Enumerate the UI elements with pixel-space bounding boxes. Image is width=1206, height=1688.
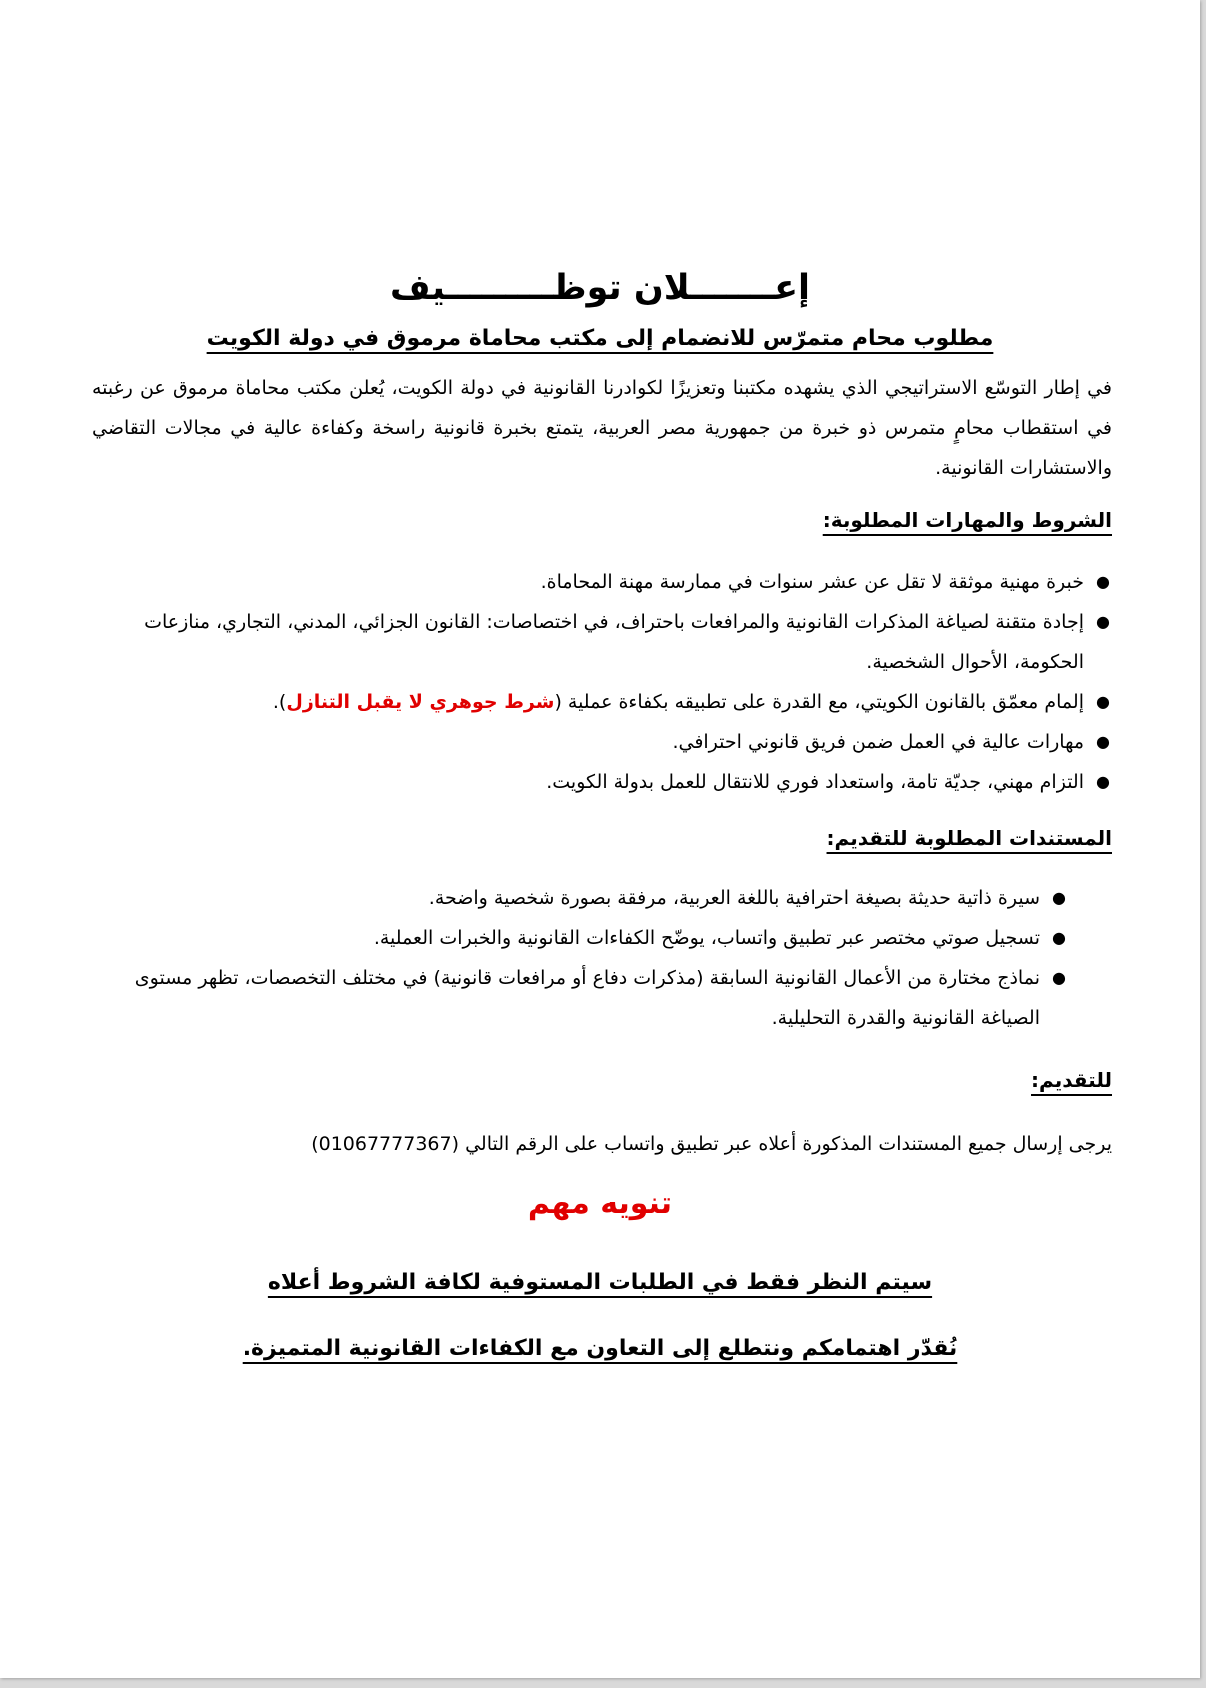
condition-text: مهارات عالية في العمل ضمن فريق قانوني احترافي. <box>672 731 1084 753</box>
bullet-icon: ● <box>1052 928 1066 947</box>
list-item <box>92 562 1112 602</box>
list-item <box>92 762 1112 802</box>
document-text: تسجيل صوتي مختصر عبر تطبيق واتساب، يوضّح الكفاءات القانونية والخبرات العملية. <box>373 927 1040 949</box>
conditions-heading <box>823 508 1112 532</box>
conditions-list <box>92 562 1112 802</box>
list-item <box>92 918 1068 958</box>
intro-paragraph: في إطار التوسّع الاستراتيجي الذي يشهده مكتبنا وتعزيزًا لكوادرنا القانونية في دولة الكويت، يُعلن مكتب محاماة مرموق عن رغبته في استقطاب محامٍ متمرس ذو خبرة من جمهورية مصر العربية، يتمتع بخبرة قانونية راسخة وكفاءة عالية في مجالات التقاضي والاستشارات القانونية. <box>92 377 1112 479</box>
important-notice-title: تنويه مهم <box>527 1186 673 1221</box>
apply-heading <box>1031 1068 1112 1092</box>
condition-text-prefix: إلمام معمّق بالقانون الكويتي، مع القدرة على تطبيقه بكفاءة عملية ( <box>554 691 1084 713</box>
list-item <box>92 878 1068 918</box>
closing-line-1-text: سيتم النظر فقط في الطلبات المستوفية لكافة الشروط أعلاه <box>267 1270 933 1295</box>
apply-instructions <box>311 1128 1112 1160</box>
condition-text: إجادة متقنة لصياغة المذكرات القانونية والمرافعات باحتراف، في اختصاصات: القانون الجزائي، المدني، التجاري، منازعات الحكومة، الأحوال الشخصية. <box>144 611 1084 673</box>
bullet-icon: ● <box>1052 968 1066 987</box>
bullet-icon: ● <box>1052 888 1066 907</box>
condition-text: التزام مهني، جديّة تامة، واستعداد فوري للانتقال للعمل بدولة الكويت. <box>546 771 1084 793</box>
condition-text: خبرة مهنية موثقة لا تقل عن عشر سنوات في ممارسة مهنة المحاماة. <box>540 571 1084 593</box>
bullet-icon: ● <box>1096 732 1110 751</box>
documents-heading-text: المستندات المطلوبة للتقديم: <box>826 826 1112 850</box>
document-text: سيرة ذاتية حديثة بصيغة احترافية باللغة العربية، مرفقة بصورة شخصية واضحة. <box>428 887 1040 909</box>
documents-list <box>92 878 1068 1038</box>
list-item <box>92 722 1112 762</box>
documents-heading <box>827 826 1112 850</box>
phone-number: (01067777367) <box>311 1133 460 1155</box>
list-item <box>92 602 1112 682</box>
job-subtitle <box>0 326 1200 351</box>
job-subtitle-text: مطلوب محام متمرّس للانضمام إلى مكتب محاماة مرموق في دولة الكويت <box>206 326 994 351</box>
page-title: إعـــــــلان توظـــــــــيف <box>390 268 810 308</box>
bullet-icon: ● <box>1096 612 1110 631</box>
document-text: نماذج مختارة من الأعمال القانونية السابقة (مذكرات دفاع أو مرافعات قانونية) في مختلف التخصصات، تظهر مستوى الصياغة القانونية والقدرة التحليلية. <box>134 967 1040 1029</box>
closing-line-2-text: نُقدّر اهتمامكم ونتطلع إلى التعاون مع الكفاءات القانونية المتميزة. <box>242 1336 958 1361</box>
apply-instructions-text: يرجى إرسال جميع المستندات المذكورة أعلاه عبر تطبيق واتساب على الرقم التالي <box>465 1133 1112 1155</box>
bullet-icon: ● <box>1096 692 1110 711</box>
list-item <box>92 958 1068 1038</box>
condition-text-suffix: ). <box>272 691 287 713</box>
closing-line-1 <box>0 1270 1200 1295</box>
essential-condition-highlight: شرط جوهري لا يقبل التنازل <box>286 691 555 713</box>
closing-line-2 <box>0 1336 1200 1361</box>
bullet-icon: ● <box>1096 772 1110 791</box>
list-item <box>92 682 1112 722</box>
conditions-heading-text: الشروط والمهارات المطلوبة: <box>822 508 1112 532</box>
bullet-icon: ● <box>1096 572 1110 591</box>
apply-heading-text: للتقديم: <box>1031 1068 1112 1092</box>
